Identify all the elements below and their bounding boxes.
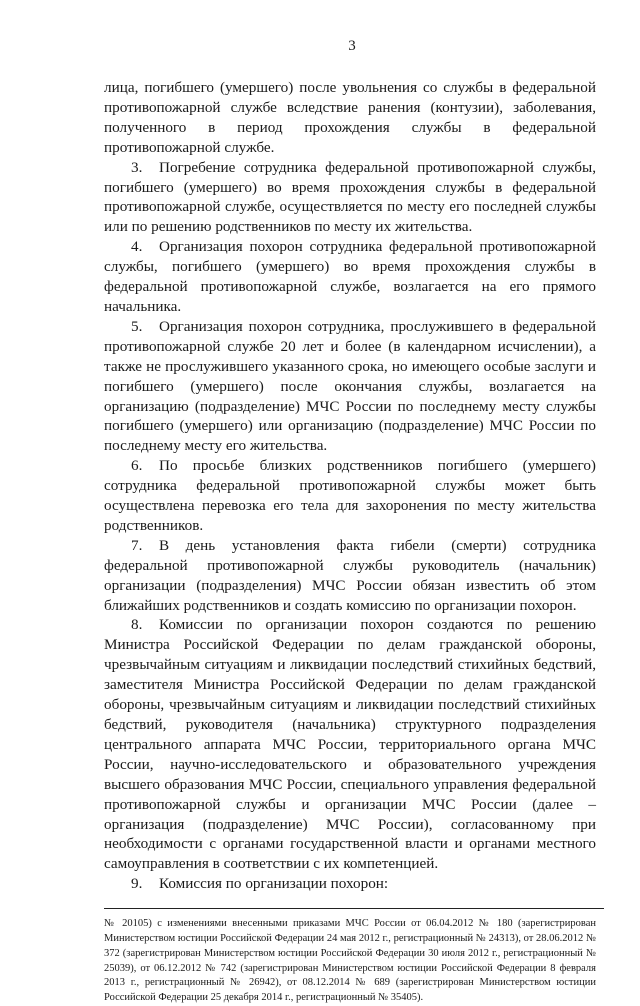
paragraph-number: 8.	[131, 616, 143, 634]
paragraph-text: Комиссия по организации похорон:	[159, 875, 389, 893]
body-text	[104, 78, 596, 894]
paragraph-4	[104, 237, 596, 317]
paragraph-text: В день установления факта гибели (смерти) сотрудника федеральной противопожарной службы руководитель (начальник) организации (подразделения) МЧС России обязан известить об этом ближайших родственников и создать комиссию по организации похорон.	[104, 536, 596, 614]
paragraph-number: 9.	[131, 875, 143, 893]
paragraph-text: Погребение сотрудника федеральной противопожарной службы, погибшего (умершего) во время прохождения службы в федеральной противопожарной службе, осуществляется по месту его последней службы или по решению родственников по месту их жительства.	[104, 158, 596, 236]
paragraph-text: лица, погибшего (умершего) после увольнения со службы в федеральной противопожарной службе вследствие ранения (контузии), заболевания, полученного в период прохождения службы в федеральной противопожарной службе.	[104, 79, 596, 156]
paragraph-number: 7.	[131, 536, 143, 554]
page-number: 3	[348, 38, 356, 54]
paragraph-text: Организация похорон сотрудника, прослужившего в федеральной противопожарной службе 20 лет и более (в календарном исчислении), а также не прослужившего указанного срока, но имеющего особые заслуги и погибшего (умершего) после окончания службы, возлагается на организацию (подразделение) МЧС России по последнему месту службы погибшего (умершего) или организацию (подразделение) МЧС России по последнему месту его жительства.	[104, 317, 596, 455]
paragraph-7	[104, 536, 596, 616]
paragraph-text: Организация похорон сотрудника федеральной противопожарной службы, погибшего (умершего) во время прохождения службы в федеральной противопожарной службе, возлагается на его прямого начальника.	[104, 238, 596, 315]
paragraph-number: 4.	[131, 238, 143, 256]
paragraph-number: 5.	[131, 317, 143, 335]
paragraph-6	[104, 456, 596, 536]
paragraph-text: По просьбе близких родственников погибшего (умершего) сотрудника федеральной противопожарной службы может быть осуществлена перевозка его тела для захоронения по месту жительства родственников.	[104, 457, 596, 534]
paragraph-9	[104, 874, 596, 894]
paragraph-5	[104, 317, 596, 456]
paragraph-continuation	[104, 78, 596, 158]
paragraph-number: 3.	[131, 158, 143, 176]
footnote-text: № 20105) с изменениями внесенными приказами МЧС России от 06.04.2012 № 180 (зарегистрирован Министерством юстиции Российской Федерации 24 мая 2012 г., регистрационный № 24313), от 28.06.2012 № 372 (зарегистрирован Министерством юстиции Российской Федерации 30 июля 2012 г., регистрационный № 25039), от 06.12.2012 № 742 (зарегистрирован Министерством юстиции Российской Федерации 8 февраля 2013 г., регистрационный № 26942), от 08.12.2014 № 689 (зарегистрирован Министерством юстиции Российской Федерации 25 декабря 2014 г., регистрационный № 35405).	[104, 918, 596, 1004]
footnote-divider	[104, 908, 604, 909]
paragraph-3	[104, 158, 596, 238]
paragraph-number: 6.	[131, 457, 143, 475]
paragraph-8	[104, 615, 596, 874]
paragraph-text: Комиссии по организации похорон создаются по решению Министра Российской Федерации по делам гражданской обороны, чрезвычайным ситуациям и ликвидации последствий стихийных бедствий, заместителя Министра Российской Федерации по делам гражданской обороны, чрезвычайным ситуациям и ликвидации последствий стихийных бедствий, руководителя (начальника) структурного подразделения центрального аппарата МЧС России, территориального органа МЧС России, научно-исследовательского и образовательного учреждения высшего образования МЧС России, специального управления федеральной противопожарной службы и организации МЧС России (далее – организация (подразделение) МЧС России), согласованному при необходимости с органами государственной власти и органами местного самоуправления в соответствии с их компетенцией.	[104, 616, 596, 873]
